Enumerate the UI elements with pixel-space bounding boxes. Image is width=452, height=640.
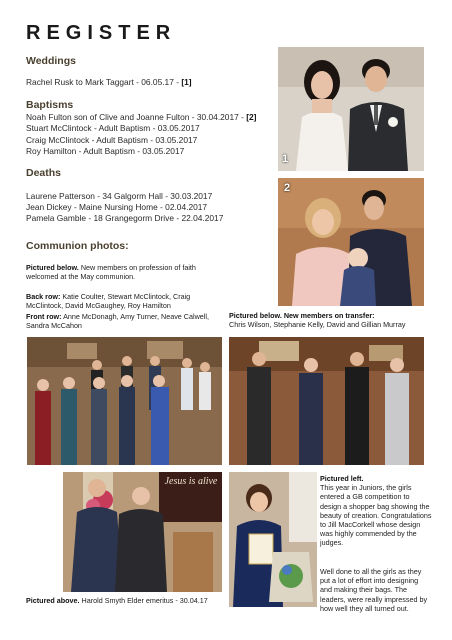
page-title: REGISTER: [26, 22, 177, 44]
gb-photo-image: [229, 472, 317, 607]
baptism-entry: Stuart McClintock - Adult Baptism - 03.05.2017: [26, 123, 200, 133]
elder-caption-bold: Pictured above.: [26, 596, 80, 605]
baptism-entry-ref: [2]: [246, 112, 257, 122]
transfer-photo: [229, 337, 424, 465]
death-entry: Pamela Gamble - 18 Grangegorm Drive - 22.04.2017: [26, 213, 224, 223]
communion-photo: [27, 337, 222, 465]
baptism-photo-badge: 2: [284, 182, 291, 194]
communion-intro-bold: Pictured below.: [26, 263, 79, 272]
baptism-entry: Craig McClintock - Adult Baptism - 03.05.2017: [26, 135, 198, 145]
banner-text: Jesus is alive: [164, 476, 218, 487]
gb-caption: [320, 474, 432, 548]
baptism-photo-image: [278, 178, 424, 306]
baptisms-heading: Baptisms: [26, 99, 74, 111]
wedding-entry: [26, 77, 192, 87]
front-row-label: Front row:: [26, 312, 62, 321]
gb-photo: [229, 472, 317, 607]
gb-caption-text-1: This year in Juniors, the girls entered a GB competition to design a shopper bag showing the beauty of creation. Congratulations to Jill MacCorkell whose design was highly commended by the judges.: [320, 483, 432, 548]
baptism-entry: [26, 112, 256, 122]
wedding-photo-image: [278, 47, 424, 171]
gb-caption-bold: Pictured left.: [320, 474, 364, 483]
baptism-entry-text: Noah Fulton son of Clive and Joanne Fulton - 30.04.2017 -: [26, 112, 247, 122]
back-row-names: Katie Coulter, Stewart McClintock, Craig McClintock, David McGaughey, Roy Hamilton: [26, 292, 191, 311]
weddings-heading: Weddings: [26, 55, 76, 67]
baptism-photo: [278, 178, 424, 306]
death-entry: Laurene Patterson - 34 Galgorm Hall - 30.03.2017: [26, 191, 213, 201]
wedding-entry-text: Rachel Rusk to Mark Taggart - 06.05.17 -: [26, 77, 182, 87]
transfer-photo-image: [229, 337, 424, 465]
baptism-entry: Roy Hamilton - Adult Baptism - 03.05.2017: [26, 146, 185, 156]
communion-intro: [26, 263, 226, 281]
back-row-label: Back row:: [26, 292, 61, 301]
communion-heading: Communion photos:: [26, 240, 129, 252]
elder-photo-image: [63, 472, 222, 592]
communion-intro-text: New members on profession of faith welcomed at the May communion.: [26, 263, 196, 282]
wedding-entry-ref: [1]: [181, 77, 192, 87]
communion-back-row: [26, 292, 226, 310]
gb-caption-text-2: Well done to all the girls as they put a lot of effort into designing and making their bags. The leaders, were really impressed by how well they all turned out.: [320, 567, 428, 613]
communion-photo-image: [27, 337, 222, 465]
transfer-caption: [229, 311, 439, 329]
elder-caption-text: Harold Smyth Elder emeritus - 30.04.17: [79, 596, 208, 605]
elder-caption: [26, 596, 226, 605]
death-entry: Jean Dickey - Maine Nursing Home - 02.04.2017: [26, 202, 208, 212]
communion-front-row: [26, 312, 226, 330]
transfer-caption-bold: Pictured below. New members on transfer:: [229, 311, 375, 320]
wedding-photo: [278, 47, 424, 171]
wedding-photo-badge: 1: [282, 153, 289, 165]
gb-caption-2: [320, 567, 432, 613]
elder-photo: [63, 472, 222, 592]
front-row-names: Anne McDonagh, Amy Turner, Neave Calwell, Sandra McCahon: [26, 312, 209, 331]
transfer-caption-names: Chris Wilson, Stephanie Kelly, David and Gillian Murray: [229, 320, 406, 330]
deaths-heading: Deaths: [26, 167, 62, 179]
